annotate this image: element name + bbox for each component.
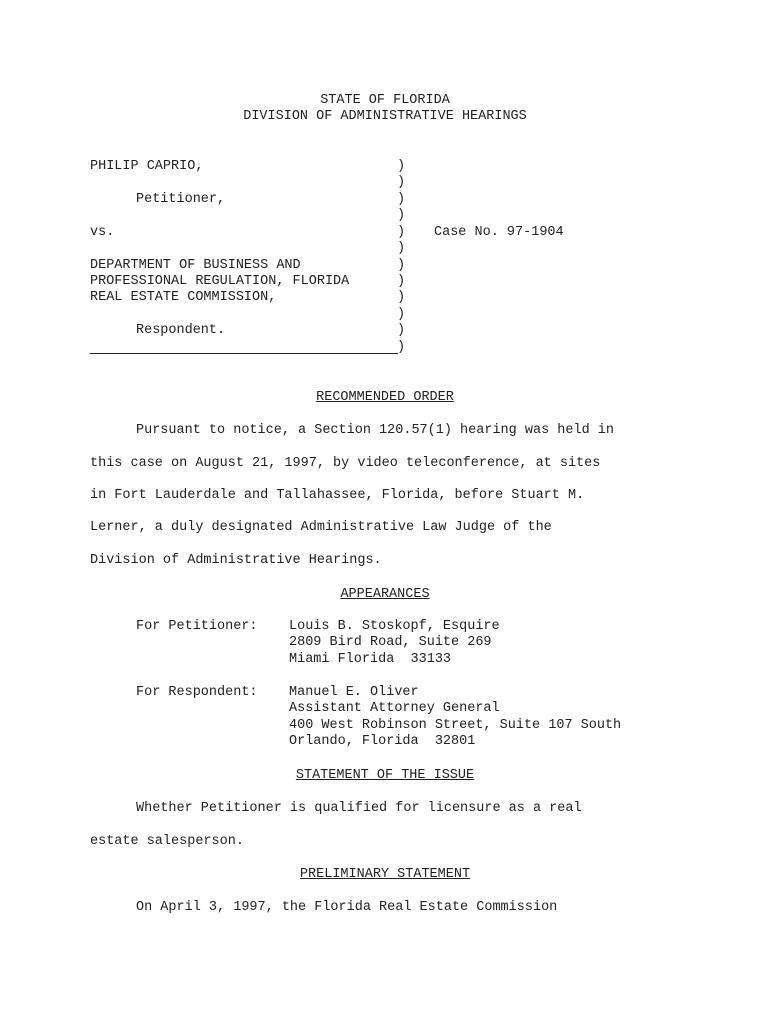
intro-line-1: Pursuant to notice, a Section 120.57(1) hearing was held in [136, 423, 614, 438]
preliminary-heading [0, 867, 770, 883]
caption-paren: ) [397, 192, 406, 207]
respondent-counsel-line: 400 West Robinson Street, Suite 107 South [289, 718, 622, 733]
issue-line-1: Whether Petitioner is qualified for licensure as a real [136, 801, 582, 816]
versus-label: vs. [90, 225, 115, 240]
caption-paren: ) [397, 175, 406, 190]
caption-paren: ) [397, 241, 406, 256]
caption-paren: ) [397, 159, 406, 174]
caption-paren: ) [397, 290, 406, 305]
preliminary-line-1: On April 3, 1997, the Florida Real Estate Commission [136, 900, 558, 915]
respondent-counsel-line: Manuel E. Oliver [289, 685, 419, 700]
issue-line-2: estate salesperson. [90, 834, 244, 849]
respondent-name-line3: REAL ESTATE COMMISSION, [90, 290, 277, 305]
header-division: DIVISION OF ADMINISTRATIVE HEARINGS [243, 109, 527, 124]
petitioner-counsel-label: For Petitioner: [136, 619, 258, 634]
header-state: STATE OF FLORIDA [320, 93, 450, 108]
issue-heading-text: STATEMENT OF THE ISSUE [295, 768, 475, 783]
appearances-heading [0, 587, 770, 603]
order-title-text: RECOMMENDED ORDER [316, 390, 454, 405]
appearances-heading-text: APPEARANCES [340, 587, 430, 602]
caption-paren: ) [397, 225, 406, 240]
respondent-name-line1: DEPARTMENT OF BUSINESS AND [90, 258, 301, 273]
issue-heading [0, 768, 770, 784]
petitioner-counsel-line: Louis B. Stoskopf, Esquire [289, 619, 500, 634]
petitioner-name: PHILIP CAPRIO, [90, 159, 204, 174]
order-title [0, 390, 770, 406]
case-number: Case No. 97-1904 [434, 225, 564, 240]
respondent-name-line2: PROFESSIONAL REGULATION, FLORIDA [90, 274, 350, 289]
petitioner-role: Petitioner, [136, 192, 226, 207]
respondent-role: Respondent. [136, 323, 226, 338]
caption-paren: ) [397, 208, 406, 223]
caption-divider [90, 353, 398, 354]
intro-line-3: in Fort Lauderdale and Tallahassee, Florida, before Stuart M. [90, 488, 585, 503]
petitioner-counsel-line: Miami Florida 33133 [289, 652, 452, 667]
caption-paren: ) [397, 258, 406, 273]
intro-line-5: Division of Administrative Hearings. [90, 553, 382, 568]
intro-line-2: this case on August 21, 1997, by video teleconference, at sites [90, 456, 601, 471]
respondent-counsel-line: Assistant Attorney General [289, 701, 500, 716]
caption-paren: ) [397, 323, 406, 338]
preliminary-heading-text: PRELIMINARY STATEMENT [299, 867, 471, 882]
caption-paren: ) [397, 340, 406, 355]
caption-paren: ) [397, 307, 406, 322]
caption-paren: ) [397, 274, 406, 289]
intro-line-4: Lerner, a duly designated Administrative Law Judge of the [90, 520, 552, 535]
petitioner-counsel-line: 2809 Bird Road, Suite 269 [289, 635, 492, 650]
respondent-counsel-line: Orlando, Florida 32801 [289, 734, 476, 749]
respondent-counsel-label: For Respondent: [136, 685, 258, 700]
